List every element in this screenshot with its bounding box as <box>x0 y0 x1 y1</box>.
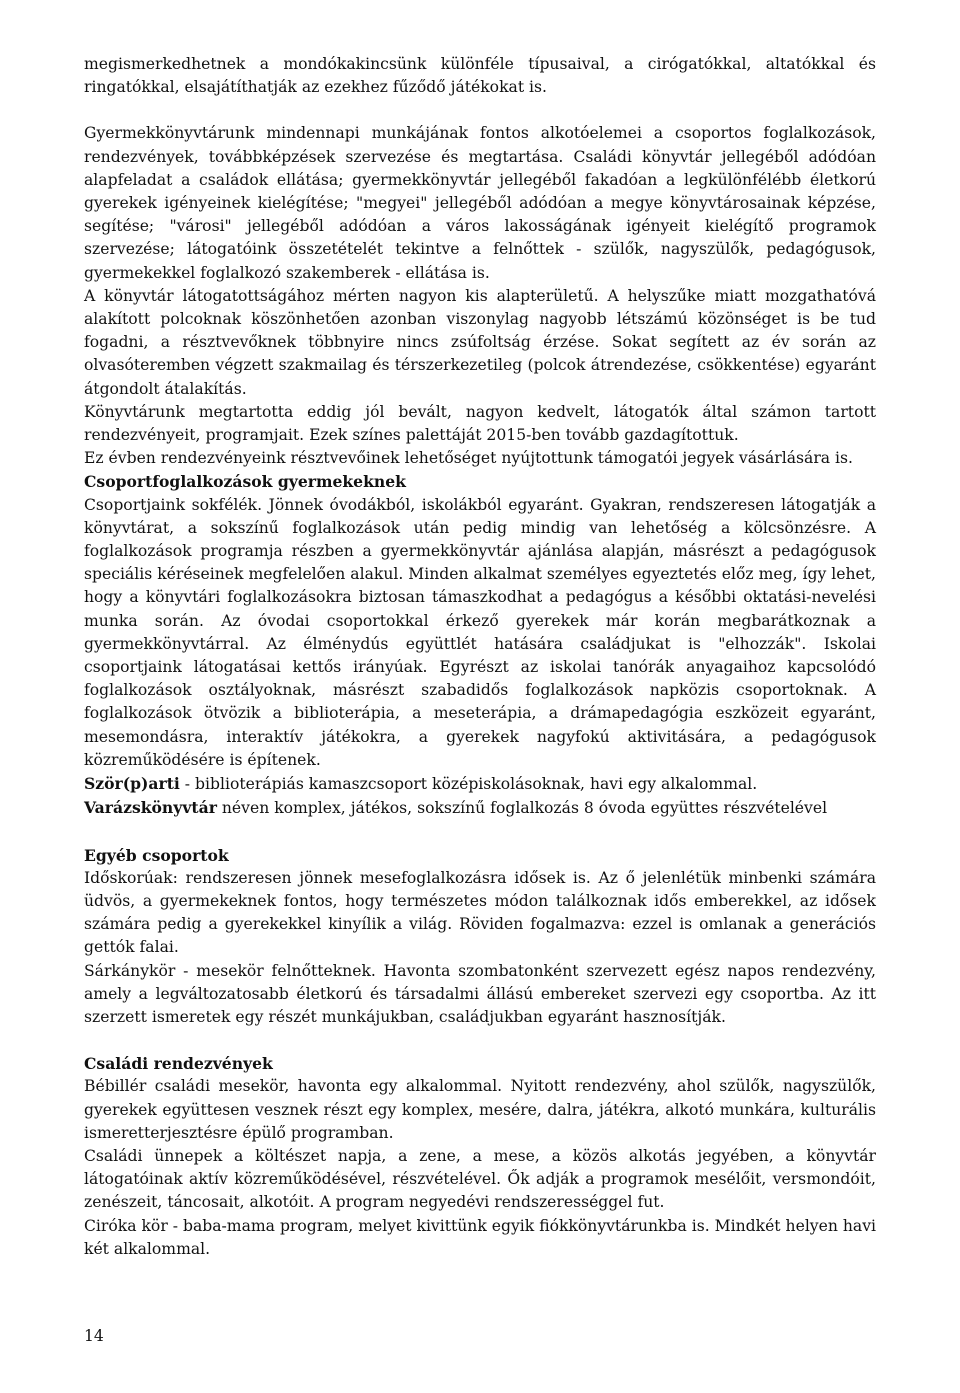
program-name: Ször(p)arti <box>84 774 180 794</box>
paragraph: Ez évben rendezvényeink résztvevőinek lehetőséget nyújtottunk támogatói jegyek vásárlására is. <box>84 449 853 468</box>
paragraph: megismerkedhetnek a mondókakincsünk különféle típusaival, a cirógatókkal, altatókkal és ringatókkal, elsajátíthatják az ezekhez fűződő játékokat is. <box>84 55 876 97</box>
paragraph: A könyvtár látogatottságához mérten nagyon kis alapterületű. A helyszűke miatt mozgathatóvá alakított polcoknak köszönhetően azonban viszonylag nagyobb létszámú közönséget is be tud fogadni, a résztvevőknek többnyire nincs zsúfoltság érzése. Sokat segített az év során az olvasóteremben végzett szakmailag és térszerkezetileg (polcok átrendezése, csökkentése) egyaránt átgondolt átalakítás. <box>84 286 876 398</box>
paragraph: Gyermekkönyvtárunk mindennapi munkájának fontos alkotóelemei a csoportos foglalkozások, rendezvények, továbbképzések szervezése és megtartása. Családi könyvtár jellegéből adódóan alapfeladat a családok ellátása; gyermekkönyvtár jellegéből fakadóan a legkülönfélébb életkorú gyerekek igényeinek kielégítése; "megyei" jellegéből adódóan a megye könyvtárosainak képzése, segítése; "városi" jellegéből adódóan a város lakosságának igényeit kielégítő programok szervezése; látogatóink összetételét tekintve a felnőttek - szülők, nagyszülők, pedagógusok, gyermekekkel foglalkozó szakemberek - ellátása is. <box>84 124 876 282</box>
paragraph: Csoportjaink sokfélék. Jönnek óvodákból, iskolákból egyaránt. Gyakran, rendszeresen látogatják a könyvtárat, a sokszínű foglalkozások után pedig mindig van lehetőség a kölcsönzésre. A foglalkozások programja részben a gyermekkönyvtár ajánlása alapján, másrészt a pedagógusok speciális kéréseinek megfelelően alakul. Minden alkalmat személyes egyeztetés előz meg, így lehet, hogy a könyvtári foglalkozásokra biztosan támaszkodhat a pedagógus a későbbi oktatási-nevelési munka során. Az óvodai csoportokkal érkező gyerekek már korán megbarátkoznak a gyermekkönyvtárral. Az élménydús együttlét hatására családjukat is "elhozzák". Iskolai csoportjaink látogatásai kettős irányúak. Egyrészt az iskolai tanórák anyagaihoz kapcsolódó foglalkozások osztályoknak, másrészt szabadidős foglalkozások napközis csoportoknak. A foglalkozások ötvözik a biblioterápia, a meseterápia, a drámapedagógia eszközeit egyaránt, mesemondásra, interaktív játékokra, a gyerekek nagyfokú aktivitására, a pedagógusok közreműködésére is építenek. <box>84 495 876 769</box>
program-name: Varázskönyvtár <box>84 798 217 818</box>
paragraph: Ciróka kör - baba-mama program, melyet kivittünk egyik fiókkönyvtárunkba is. Mindkét helyen havi két alkalommal. <box>84 1216 876 1258</box>
paragraph <box>84 796 876 820</box>
document-body <box>84 53 876 1261</box>
page-number: 14 <box>84 1327 104 1345</box>
paragraph <box>84 772 876 796</box>
paragraph: Időskorúak: rendszeresen jönnek mesefoglalkozásra idősek is. Az ő jelenlétük minbenki számára üdvös, a gyermekeknek fontos, hogy természetes módon találkoznak idős emberekkel, az idősek számára pedig a gyerekekkel kinyílik a világ. Röviden fogalmazva: ezzel is omlanak a generációs gettók falai. <box>84 868 876 957</box>
spacer <box>84 821 876 844</box>
section-heading: Egyéb csoportok <box>84 845 229 865</box>
paragraph: Bébillér családi mesekör, havonta egy alkalommal. Nyitott rendezvény, ahol szülők, nagyszülők, gyerekek együttesen vesznek részt egy komplex, mesére, dalra, játékra, alkotó munkára, kulturális ismeretterjesztésre épülő programban. <box>84 1077 876 1142</box>
program-description: néven komplex, játékos, sokszínű foglalkozás 8 óvoda együttes részvételével <box>216 799 828 818</box>
program-description: - biblioterápiás kamaszcsoport középiskolásoknak, havi egy alkalommal. <box>179 775 758 794</box>
spacer <box>84 99 876 122</box>
paragraph: Sárkánykör - mesekör felnőtteknek. Havonta szombatonként szervezett egész napos rendezvény, amely a legváltozatosabb életkorú és társadalmi állású embereket szervezi egy csoportba. Az itt szerzett ismeretek egy részét munkájukban, családjukban egyaránt hasznosítják. <box>84 961 876 1026</box>
section-heading: Csoportfoglalkozások gyermekeknek <box>84 472 406 492</box>
paragraph: Könyvtárunk megtartotta eddig jól bevált, nagyon kedvelt, látogatók által számon tartott rendezvényeit, programjait. Ezek színes palettáját 2015-ben tovább gazdagítottuk. <box>84 402 876 445</box>
paragraph: Családi ünnepek a költészet napja, a zene, a mese, a közös alkotás jegyében, a könyvtár látogatóinak aktív közreműködésével, részvételével. Ők adják a programok mesélőit, versmondóit, zenészeit, táncosait, alkotóit. A program negyedévi rendszerességgel fut. <box>84 1146 876 1212</box>
section-heading: Családi rendezvények <box>84 1054 273 1074</box>
spacer <box>84 1029 876 1052</box>
